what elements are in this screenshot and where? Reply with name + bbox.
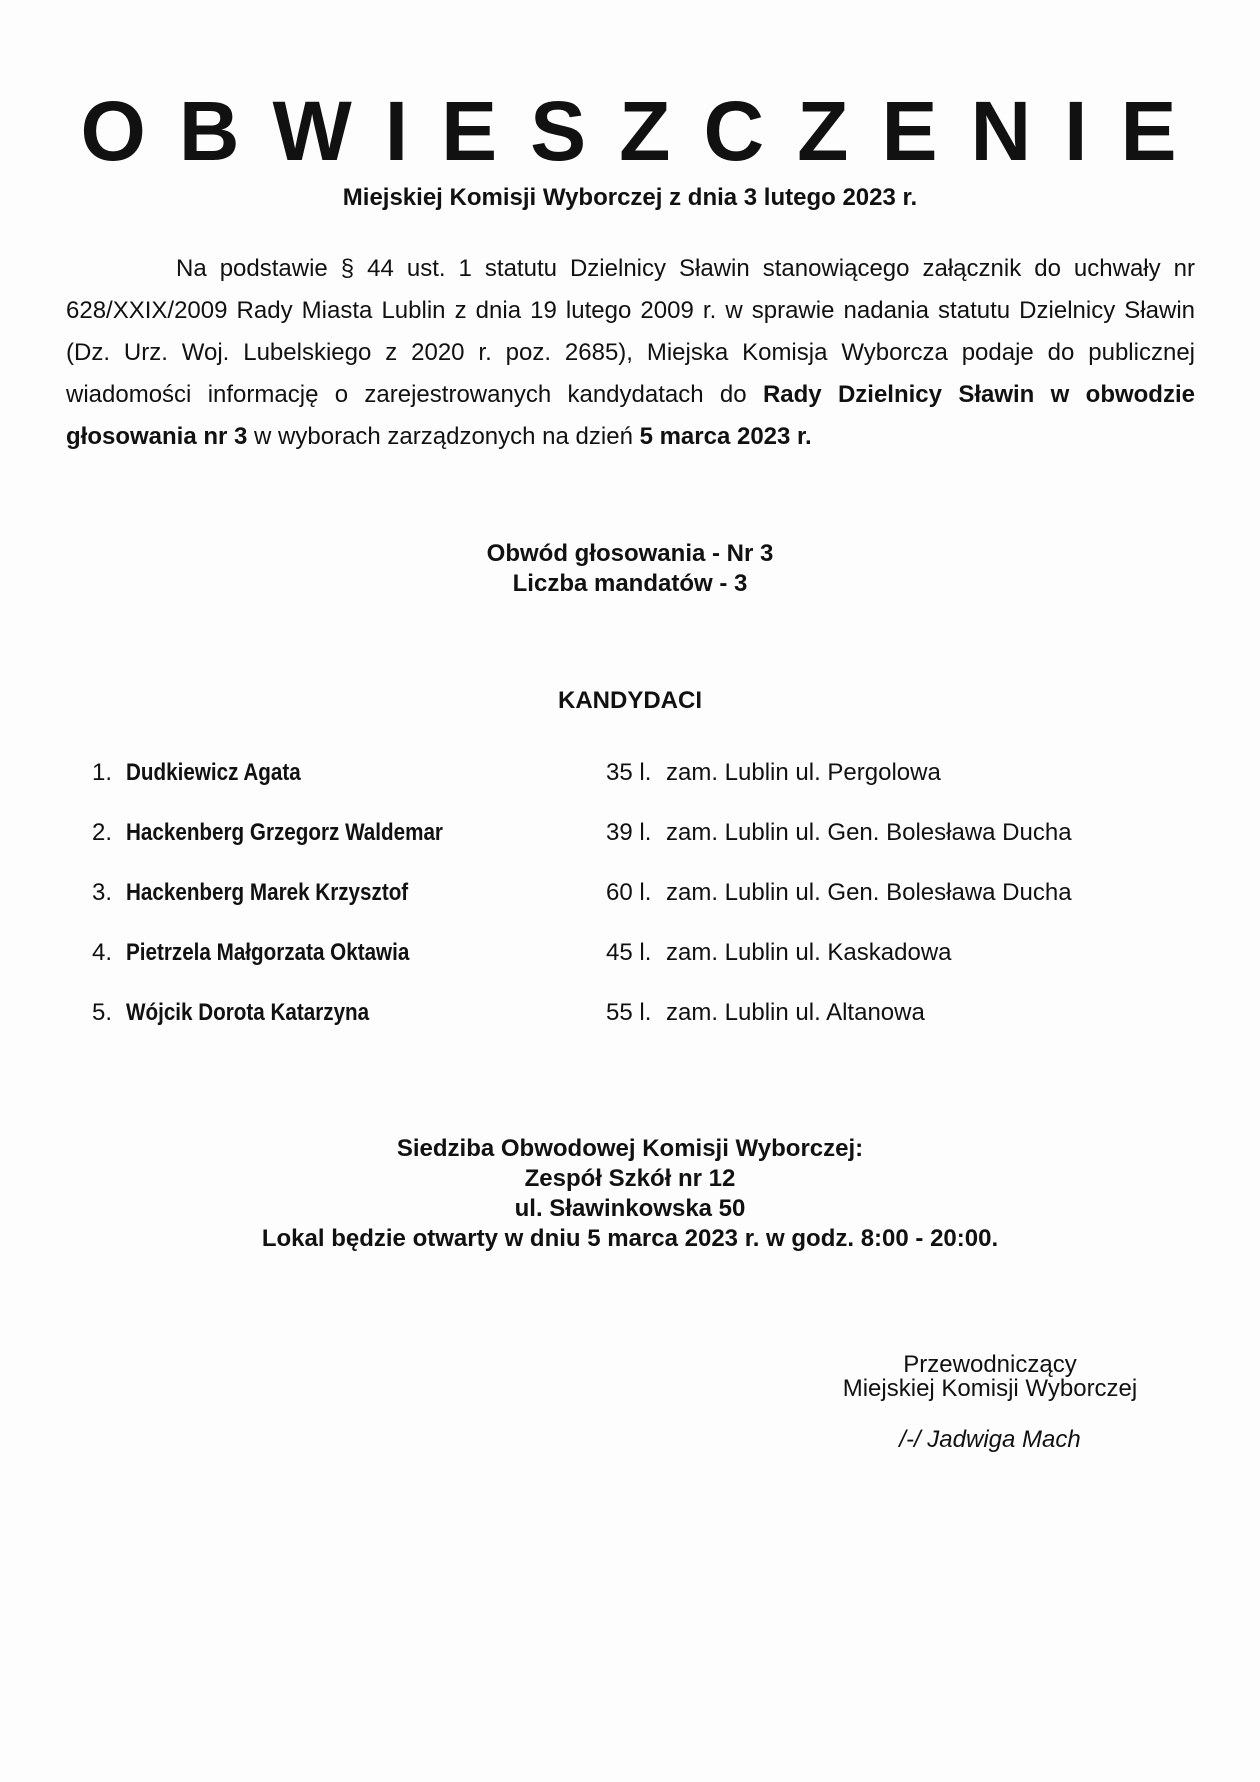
candidate-age: 39 l. bbox=[606, 819, 652, 846]
commission-seat bbox=[0, 1134, 1260, 1254]
candidate-number: 2. bbox=[92, 819, 113, 846]
candidate-row bbox=[92, 757, 1192, 817]
intro-bold-date: 5 marca 2023 r. bbox=[639, 423, 812, 450]
candidate-address: zam. Lublin ul. Altanowa bbox=[666, 999, 925, 1026]
candidate-number: 1. bbox=[92, 759, 113, 786]
candidate-age: 60 l. bbox=[606, 879, 652, 906]
candidate-name: Dudkiewicz Agata bbox=[126, 759, 301, 786]
candidates-heading: KANDYDACI bbox=[558, 687, 702, 714]
seat-heading: Siedziba Obwodowej Komisji Wyborczej: bbox=[396, 1135, 864, 1162]
candidate-number: 5. bbox=[92, 999, 113, 1026]
candidate-address: zam. Lublin ul. Pergolowa bbox=[666, 759, 941, 786]
signature-name: /-/ Jadwiga Mach bbox=[899, 1426, 1081, 1453]
candidate-name: Wójcik Dorota Katarzyna bbox=[126, 999, 370, 1026]
document-subtitle: Miejskiej Komisji Wyborczej z dnia 3 lutego 2023 r. bbox=[342, 184, 918, 211]
candidate-number: 3. bbox=[92, 879, 113, 906]
district-mandates: Liczba mandatów - 3 bbox=[512, 570, 748, 597]
seat-school: Zespół Szkół nr 12 bbox=[524, 1165, 736, 1192]
intro-text-1: Na podstawie § 44 ust. 1 statutu Dzielnicy Sławin stanowiącego załącznik do uchwały nr 628/XXIX/2009 Rady Miasta Lublin z dnia 19 lutego 2009 r. w sprawie nadania statutu Dzielnicy Sławin (Dz. Urz. Woj. Lubelskiego z 2020 r. poz. 2685), Miejska Komisja Wyborcza podaje do publicznej wiadomości informację o zarejestrowanych kandydatach do bbox=[66, 255, 1195, 408]
candidate-age: 35 l. bbox=[606, 759, 652, 786]
intro-paragraph bbox=[66, 248, 1195, 458]
candidate-row bbox=[92, 877, 1192, 937]
candidate-address: zam. Lublin ul. Gen. Bolesława Ducha bbox=[666, 819, 1072, 846]
intro-text-2: w wyborach zarządzonych na dzień bbox=[247, 423, 640, 450]
signature-role-2: Miejskiej Komisji Wyborczej bbox=[842, 1375, 1138, 1402]
document-title: OBWIESZCZENIE bbox=[80, 84, 1210, 178]
signature-role-1: Przewodniczący bbox=[903, 1351, 1077, 1378]
district-info bbox=[0, 539, 1260, 599]
district-number: Obwód głosowania - Nr 3 bbox=[486, 540, 774, 567]
candidates-list bbox=[92, 757, 1192, 1057]
candidate-number: 4. bbox=[92, 939, 113, 966]
candidate-name: Pietrzela Małgorzata Oktawia bbox=[126, 939, 410, 966]
intro-bold-council: Rady Dzielnicy Sławin w obwodzie głosowania nr 3 bbox=[66, 381, 1195, 450]
signature-block bbox=[820, 1353, 1160, 1452]
candidate-row bbox=[92, 937, 1192, 997]
seat-hours: Lokal będzie otwarty w dniu 5 marca 2023 r. w godz. 8:00 - 20:00. bbox=[261, 1225, 999, 1252]
candidate-age: 55 l. bbox=[606, 999, 652, 1026]
candidate-name: Hackenberg Grzegorz Waldemar bbox=[126, 819, 443, 846]
candidate-name: Hackenberg Marek Krzysztof bbox=[126, 879, 409, 906]
candidate-row bbox=[92, 817, 1192, 877]
seat-street: ul. Sławinkowska 50 bbox=[514, 1195, 746, 1222]
candidate-age: 45 l. bbox=[606, 939, 652, 966]
candidate-address: zam. Lublin ul. Kaskadowa bbox=[666, 939, 952, 966]
candidate-address: zam. Lublin ul. Gen. Bolesława Ducha bbox=[666, 879, 1072, 906]
candidate-row bbox=[92, 997, 1192, 1057]
